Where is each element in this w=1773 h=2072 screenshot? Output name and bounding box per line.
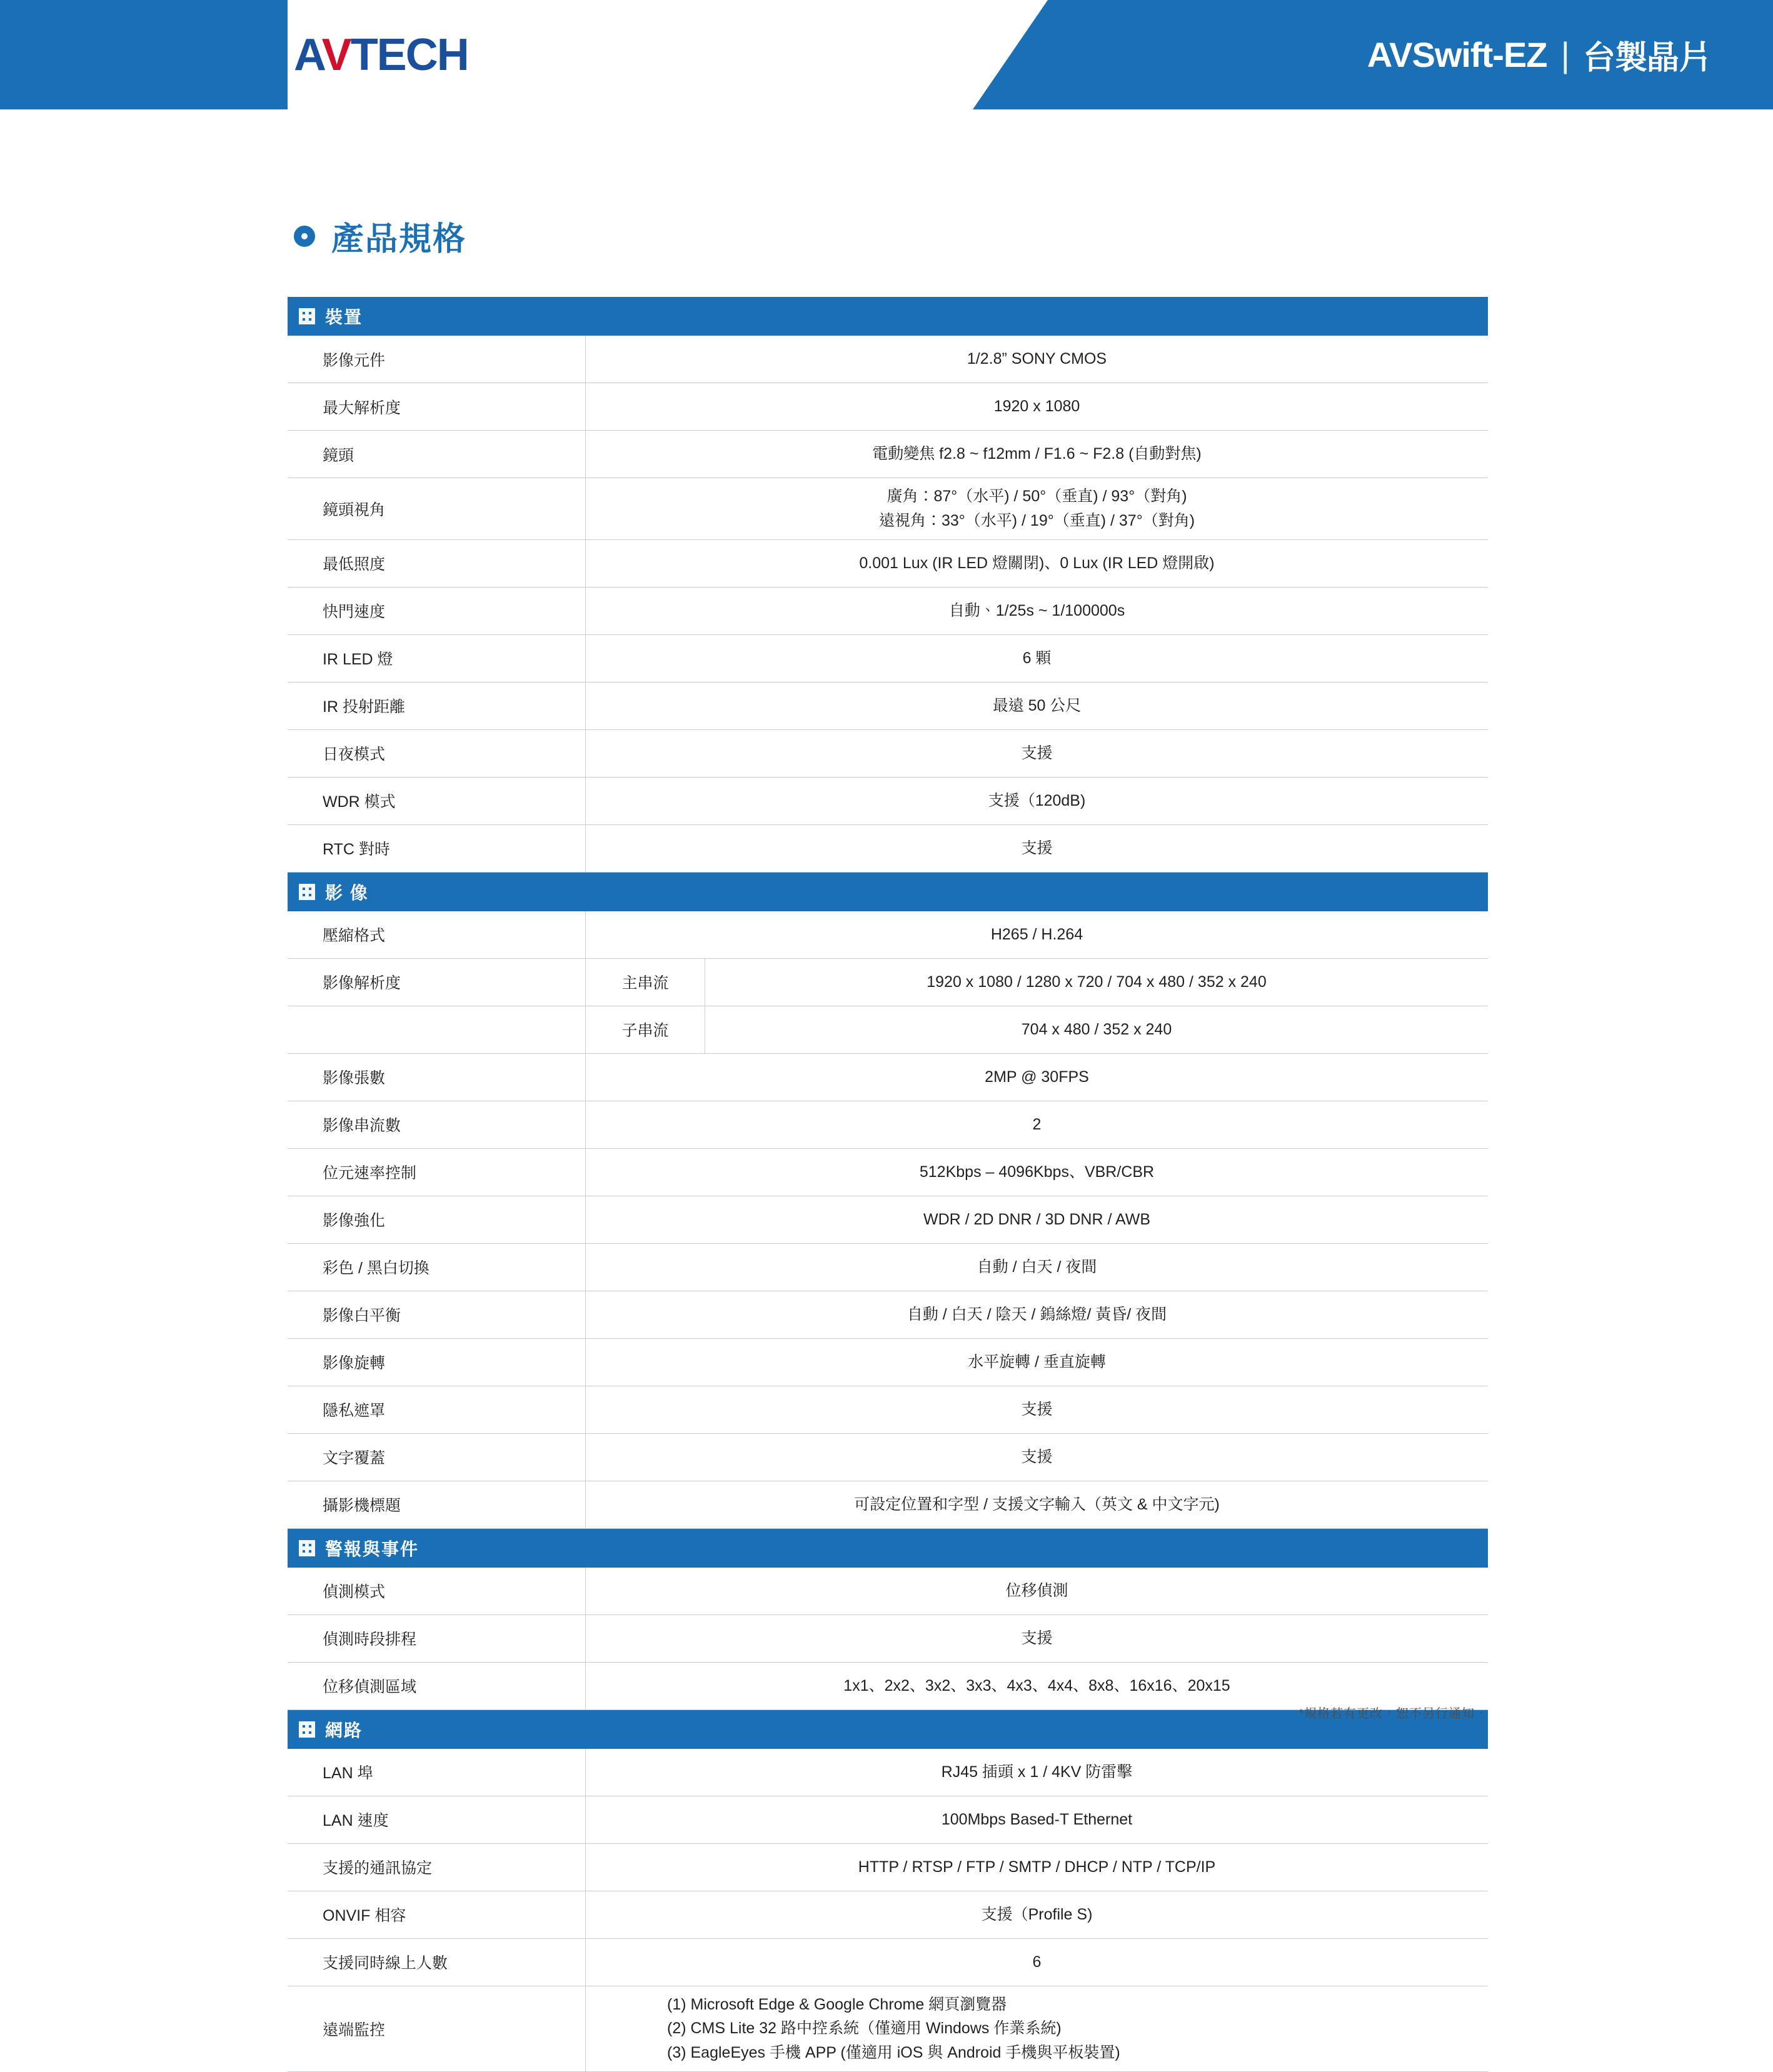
chip-label: 台製晶片	[1582, 40, 1710, 76]
table-row	[288, 1986, 1488, 2071]
spec-value: H265 / H.264	[586, 911, 1489, 959]
spec-value	[586, 1986, 1489, 2071]
table-row	[288, 682, 1488, 729]
spec-label: LAN 埠	[288, 1749, 586, 1796]
grid-icon	[299, 884, 315, 900]
header-right-band	[973, 0, 1773, 109]
spec-label: 快門速度	[288, 587, 586, 634]
table-row	[288, 911, 1488, 959]
table-row	[288, 1938, 1488, 1986]
table-row	[288, 383, 1488, 431]
table-row	[288, 1338, 1488, 1386]
spec-label: 支援同時線上人數	[288, 1938, 586, 1986]
spec-label: 影像解析度	[288, 958, 586, 1006]
table-row	[288, 1796, 1488, 1843]
spec-label: 鏡頭	[288, 431, 586, 478]
product-name-label: AVSwift-EZ	[1367, 35, 1547, 74]
table-row	[288, 1568, 1488, 1615]
table-row	[288, 777, 1488, 824]
header-left-accent-bar	[0, 0, 288, 109]
table-row	[288, 1196, 1488, 1243]
table-row	[288, 1148, 1488, 1196]
grid-icon	[299, 308, 315, 324]
spec-label: 支援的通訊協定	[288, 1843, 586, 1891]
spec-label: 位元速率控制	[288, 1148, 586, 1196]
page-header	[0, 0, 1773, 109]
spec-value: 自動 / 白天 / 陰天 / 鎢絲燈/ 黃昏/ 夜間	[586, 1291, 1489, 1338]
table-row	[288, 1053, 1488, 1101]
avtech-logo	[294, 30, 468, 80]
avtech-logo-text	[294, 30, 468, 80]
table-row	[288, 1101, 1488, 1148]
spec-value: 704 x 480 / 352 x 240	[705, 1006, 1489, 1053]
spec-value-line: 廣角：87°（水平) / 50°（垂直) / 93°（對角)	[886, 488, 1187, 505]
spec-value: 0.001 Lux (IR LED 燈關閉)、0 Lux (IR LED 燈開啟)	[586, 539, 1489, 587]
table-row	[288, 1433, 1488, 1481]
spec-label: 影像白平衡	[288, 1291, 586, 1338]
spec-value: 100Mbps Based-T Ethernet	[586, 1796, 1489, 1843]
spec-value: 自動 / 白天 / 夜間	[586, 1243, 1489, 1291]
table-row	[288, 431, 1488, 478]
spec-value-line: (2) CMS Lite 32 路中控系統（僅適用 Windows 作業系統)	[667, 2019, 1062, 2038]
spec-label: 遠端監控	[288, 1986, 586, 2071]
spec-label: WDR 模式	[288, 777, 586, 824]
footnote: *規格若有更改，恕不另行通知．	[1298, 1707, 1488, 1721]
table-row	[288, 729, 1488, 777]
spec-value: HTTP / RTSP / FTP / SMTP / DHCP / NTP / TCP/IP	[586, 1843, 1489, 1891]
spec-label: 影像元件	[288, 336, 586, 383]
spec-value: 6 顆	[586, 634, 1489, 682]
spec-label: 隱私遮罩	[288, 1386, 586, 1433]
spec-label: 影像張數	[288, 1053, 586, 1101]
spec-label: 攝影機標題	[288, 1481, 586, 1528]
spec-sublabel: 主串流	[586, 958, 705, 1006]
spec-label: RTC 對時	[288, 824, 586, 872]
spec-value: 2	[586, 1101, 1489, 1148]
spec-value: RJ45 插頭 x 1 / 4KV 防雷擊	[586, 1749, 1489, 1796]
spec-value: 水平旋轉 / 垂直旋轉	[586, 1338, 1489, 1386]
group-title: 裝置	[325, 308, 363, 327]
spec-label: 影像串流數	[288, 1101, 586, 1148]
spec-label: ONVIF 相容	[288, 1891, 586, 1938]
spec-value: 2MP @ 30FPS	[586, 1053, 1489, 1101]
spec-value: 位移偵測	[586, 1568, 1489, 1615]
spec-label: 最低照度	[288, 539, 586, 587]
spec-label: 文字覆蓋	[288, 1433, 586, 1481]
spec-label: 影像強化	[288, 1196, 586, 1243]
spec-label: 偵測時段排程	[288, 1614, 586, 1662]
table-row	[288, 336, 1488, 383]
spec-value: 電動變焦 f2.8 ~ f12mm / F1.6 ~ F2.8 (自動對焦)	[586, 431, 1489, 478]
table-row	[288, 824, 1488, 872]
table-row	[288, 1843, 1488, 1891]
table-row	[288, 634, 1488, 682]
product-name-separator: |	[1560, 35, 1569, 74]
table-group-header	[288, 297, 1488, 336]
table-row	[288, 1891, 1488, 1938]
spec-label: 影像旋轉	[288, 1338, 586, 1386]
spec-value: 支援	[586, 1614, 1489, 1662]
spec-value: 自動、1/25s ~ 1/100000s	[586, 587, 1489, 634]
spec-value: 1920 x 1080 / 1280 x 720 / 704 x 480 / 352 x 240	[705, 958, 1489, 1006]
table-row	[288, 1481, 1488, 1528]
spec-value: 支援	[586, 824, 1489, 872]
table-row	[288, 539, 1488, 587]
grid-icon	[299, 1721, 315, 1738]
spec-value: 支援	[586, 1386, 1489, 1433]
spec-label: 偵測模式	[288, 1568, 586, 1615]
page-title-text: 產品規格	[331, 221, 467, 258]
spec-value-line: 遠視角：33°（水平) / 19°（垂直) / 37°（對角)	[878, 511, 1195, 529]
spec-value: 6	[586, 1938, 1489, 1986]
spec-value: 支援（Profile S)	[586, 1891, 1489, 1938]
spec-label: IR 投射距離	[288, 682, 586, 729]
spec-value: 512Kbps – 4096Kbps、VBR/CBR	[586, 1148, 1489, 1196]
table-group-header	[288, 1528, 1488, 1568]
spec-label	[288, 1006, 586, 1053]
specification-table	[288, 297, 1488, 2072]
spec-value: 支援（120dB)	[586, 777, 1489, 824]
table-group-header	[288, 872, 1488, 911]
table-row	[288, 478, 1488, 540]
spec-value: 支援	[586, 1433, 1489, 1481]
table-row	[288, 1749, 1488, 1796]
spec-label: LAN 速度	[288, 1796, 586, 1843]
spec-value	[586, 478, 1489, 540]
spec-value: 1x1、2x2、3x2、3x3、4x3、4x4、8x8、16x16、20x15	[586, 1662, 1489, 1709]
spec-label: 彩色 / 黑白切換	[288, 1243, 586, 1291]
page-title	[294, 213, 466, 259]
spec-value-line: (3) EagleEyes 手機 APP (僅適用 iOS 與 Android 手機與平板裝置)	[667, 2044, 1120, 2061]
spec-value: 1920 x 1080	[586, 383, 1489, 431]
spec-value: 支援	[586, 729, 1489, 777]
bullet-dot-icon	[294, 226, 315, 247]
table-row	[288, 1662, 1488, 1709]
table-row	[288, 1386, 1488, 1433]
spec-value: 1/2.8” SONY CMOS	[586, 336, 1489, 383]
table-row	[288, 1006, 1488, 1053]
spec-label: 日夜模式	[288, 729, 586, 777]
specification-table-body	[288, 297, 1488, 2071]
spec-label: 位移偵測區域	[288, 1662, 586, 1709]
spec-value: 最遠 50 公尺	[586, 682, 1489, 729]
group-title: 網路	[325, 1720, 363, 1740]
table-row	[288, 587, 1488, 634]
grid-icon	[299, 1540, 315, 1556]
product-name-block	[1367, 31, 1710, 78]
spec-sublabel: 子串流	[586, 1006, 705, 1053]
table-row	[288, 1614, 1488, 1662]
spec-label: 鏡頭視角	[288, 478, 586, 540]
spec-label: 最大解析度	[288, 383, 586, 431]
group-title: 警報與事件	[325, 1539, 419, 1559]
avtech-logo-label: AVTECH	[294, 30, 468, 80]
table-row	[288, 1291, 1488, 1338]
group-title: 影 像	[325, 883, 369, 903]
table-row	[288, 958, 1488, 1006]
spec-label: IR LED 燈	[288, 634, 586, 682]
spec-label: 壓縮格式	[288, 911, 586, 959]
table-row	[288, 1243, 1488, 1291]
spec-value: 可設定位置和字型 / 支援文字輸入（英文 & 中文字元)	[586, 1481, 1489, 1528]
spec-value: WDR / 2D DNR / 3D DNR / AWB	[586, 1196, 1489, 1243]
spec-value-line: (1) Microsoft Edge & Google Chrome 網頁瀏覽器	[667, 1995, 1007, 2013]
